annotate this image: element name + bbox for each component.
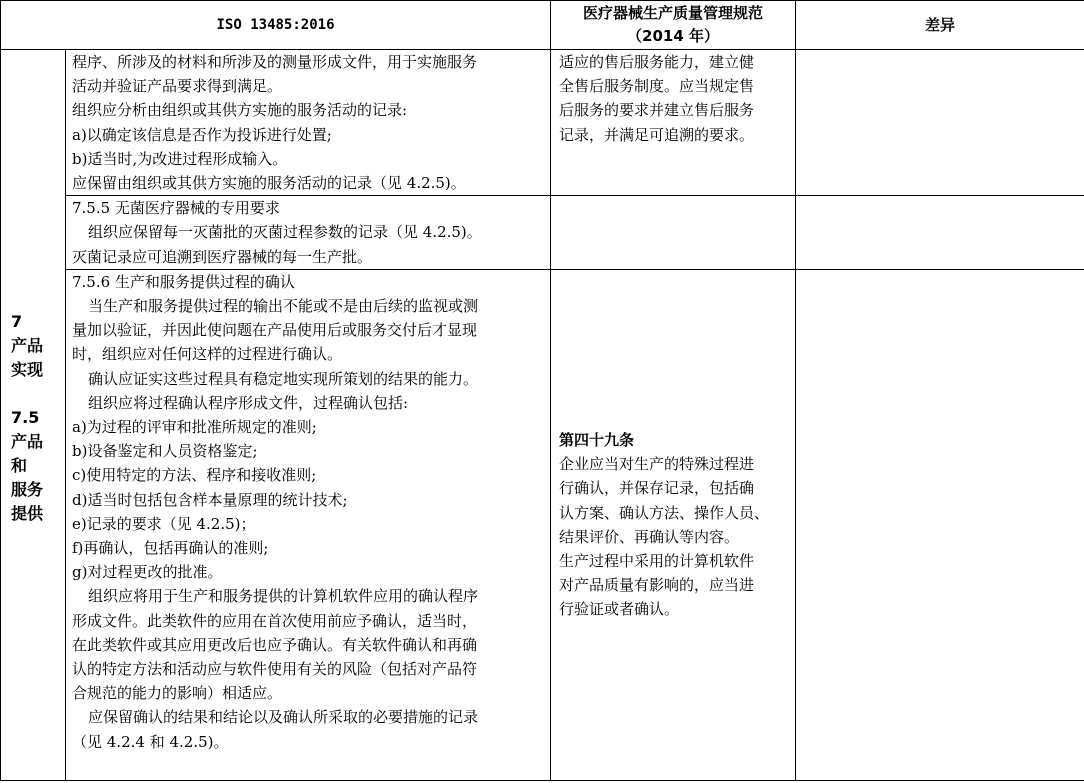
gmp-text: 行验证或者确认。 — [559, 600, 680, 619]
iso-text: 组织应保留每一灭菌批的灭菌过程参数的记录（见 4.2.5)。 — [88, 223, 482, 242]
iso-text: 程序、所涉及的材料和所涉及的测量形成文件，用于实施服务 — [72, 53, 478, 71]
article-title: 第四十九条 — [559, 431, 635, 450]
section-text: 产品 — [11, 335, 44, 355]
list-item: c)使用特定的方法、程序和接收准则; — [72, 466, 317, 485]
gmp-text: 结果评价、再确认等内容。 — [559, 527, 740, 546]
iso-text: 形成文件。此类软件的应用在首次使用前应予确认，适当时， — [72, 611, 478, 630]
gmp-text: 行确认，并保存记录，包括确 — [559, 479, 755, 498]
iso-text: 灭菌记录应可追溯到医疗器械的每一生产批。 — [72, 247, 373, 266]
header-gmp — [551, 1, 796, 50]
iso-text: 合规范的能力的影响）相适应。 — [72, 684, 283, 703]
diff-cell — [796, 269, 1084, 780]
iso-text: 活动并验证产品要求得到满足。 — [72, 77, 283, 96]
iso-text: 时，组织应对任何这样的过程进行确认。 — [72, 345, 343, 364]
gmp-text: 生产过程中采用的计算机软件 — [559, 552, 755, 571]
iso-text: a)以确定该信息是否作为投诉进行处置; — [72, 125, 332, 144]
gmp-cell — [551, 196, 796, 270]
subsection-text: 提供 — [11, 503, 44, 523]
subsection-text: 产品 — [11, 431, 44, 451]
section-text: 实现 — [11, 359, 44, 379]
iso-text: 确认应证实这些过程具有稳定地实现所策划的结果的能力。 — [88, 369, 479, 388]
table-row — [1, 196, 1084, 270]
iso-text: 组织应将用于生产和服务提供的计算机软件应用的确认程序 — [88, 587, 479, 606]
gmp-cell — [551, 50, 796, 196]
clause-heading: 7.5.6 生产和服务提供过程的确认 — [72, 272, 295, 291]
list-item: g)对过程更改的批准。 — [72, 563, 223, 582]
iso-text: （见 4.2.4 和 4.2.5)。 — [72, 732, 229, 751]
header-gmp-line1: 医疗器械生产质量管理规范 — [583, 4, 764, 22]
gmp-text: 适应的售后服务能力，建立健 — [559, 53, 755, 71]
gmp-text: 对产品质量有影响的，应当进 — [559, 576, 755, 595]
iso-cell — [66, 50, 551, 196]
iso-text: 量加以验证，并因此使问题在产品使用后或服务交付后才显现 — [72, 321, 478, 340]
header-iso: ISO 13485:2016 — [1, 1, 551, 50]
iso-text: 组织应分析由组织或其供方实施的服务活动的记录: — [72, 101, 408, 120]
iso-text: b)适当时,为改进过程形成输入。 — [72, 149, 288, 168]
header-diff: 差异 — [796, 1, 1084, 50]
iso-text: 当生产和服务提供过程的输出不能或不是由后续的监视或测 — [88, 297, 479, 316]
header-gmp-line2: （2014 年） — [627, 27, 719, 45]
iso-text: 应保留确认的结果和结论以及确认所采取的必要措施的记录 — [88, 708, 479, 727]
diff-cell — [796, 196, 1084, 270]
list-item: f)再确认，包括再确认的准则; — [72, 539, 269, 558]
gmp-text: 认方案、确认方法、操作人员、 — [559, 503, 770, 522]
table-row — [1, 50, 1084, 196]
gmp-text: 全售后服务制度。应当规定售 — [559, 77, 755, 96]
section-label — [1, 50, 66, 781]
section-number: 7 — [11, 311, 23, 331]
gmp-text: 记录，并满足可追溯的要求。 — [559, 125, 755, 144]
iso-cell — [66, 196, 551, 270]
clause-heading: 7.5.5 无菌医疗器械的专用要求 — [72, 199, 280, 218]
gmp-text: 企业应当对生产的特殊过程进 — [559, 455, 755, 474]
gmp-cell — [551, 269, 796, 780]
iso-text: 认的特定方法和活动应与软件使用有关的风险（包括对产品符 — [72, 660, 478, 679]
gmp-text: 后服务的要求并建立售后服务 — [559, 101, 755, 120]
subsection-text: 和 — [11, 455, 28, 475]
iso-text: 组织应将过程确认程序形成文件，过程确认包括: — [88, 393, 409, 412]
iso-cell — [66, 269, 551, 780]
list-item: e)记录的要求（见 4.2.5)； — [72, 514, 256, 533]
list-item: b)设备鉴定和人员资格鉴定; — [72, 442, 258, 461]
table-row — [1, 269, 1084, 780]
subsection-text: 服务 — [11, 479, 44, 499]
subsection-number: 7.5 — [11, 407, 40, 427]
list-item: a)为过程的评审和批准所规定的准则; — [72, 418, 317, 437]
header-row — [1, 1, 1084, 50]
diff-cell — [796, 50, 1084, 196]
iso-text: 在此类软件或其应用更改后也应予确认。有关软件确认和再确 — [72, 635, 478, 654]
list-item: d)适当时包括包含样本量原理的统计技术; — [72, 490, 348, 509]
iso-text: 应保留由组织或其供方实施的服务活动的记录（见 4.2.5)。 — [72, 174, 466, 193]
